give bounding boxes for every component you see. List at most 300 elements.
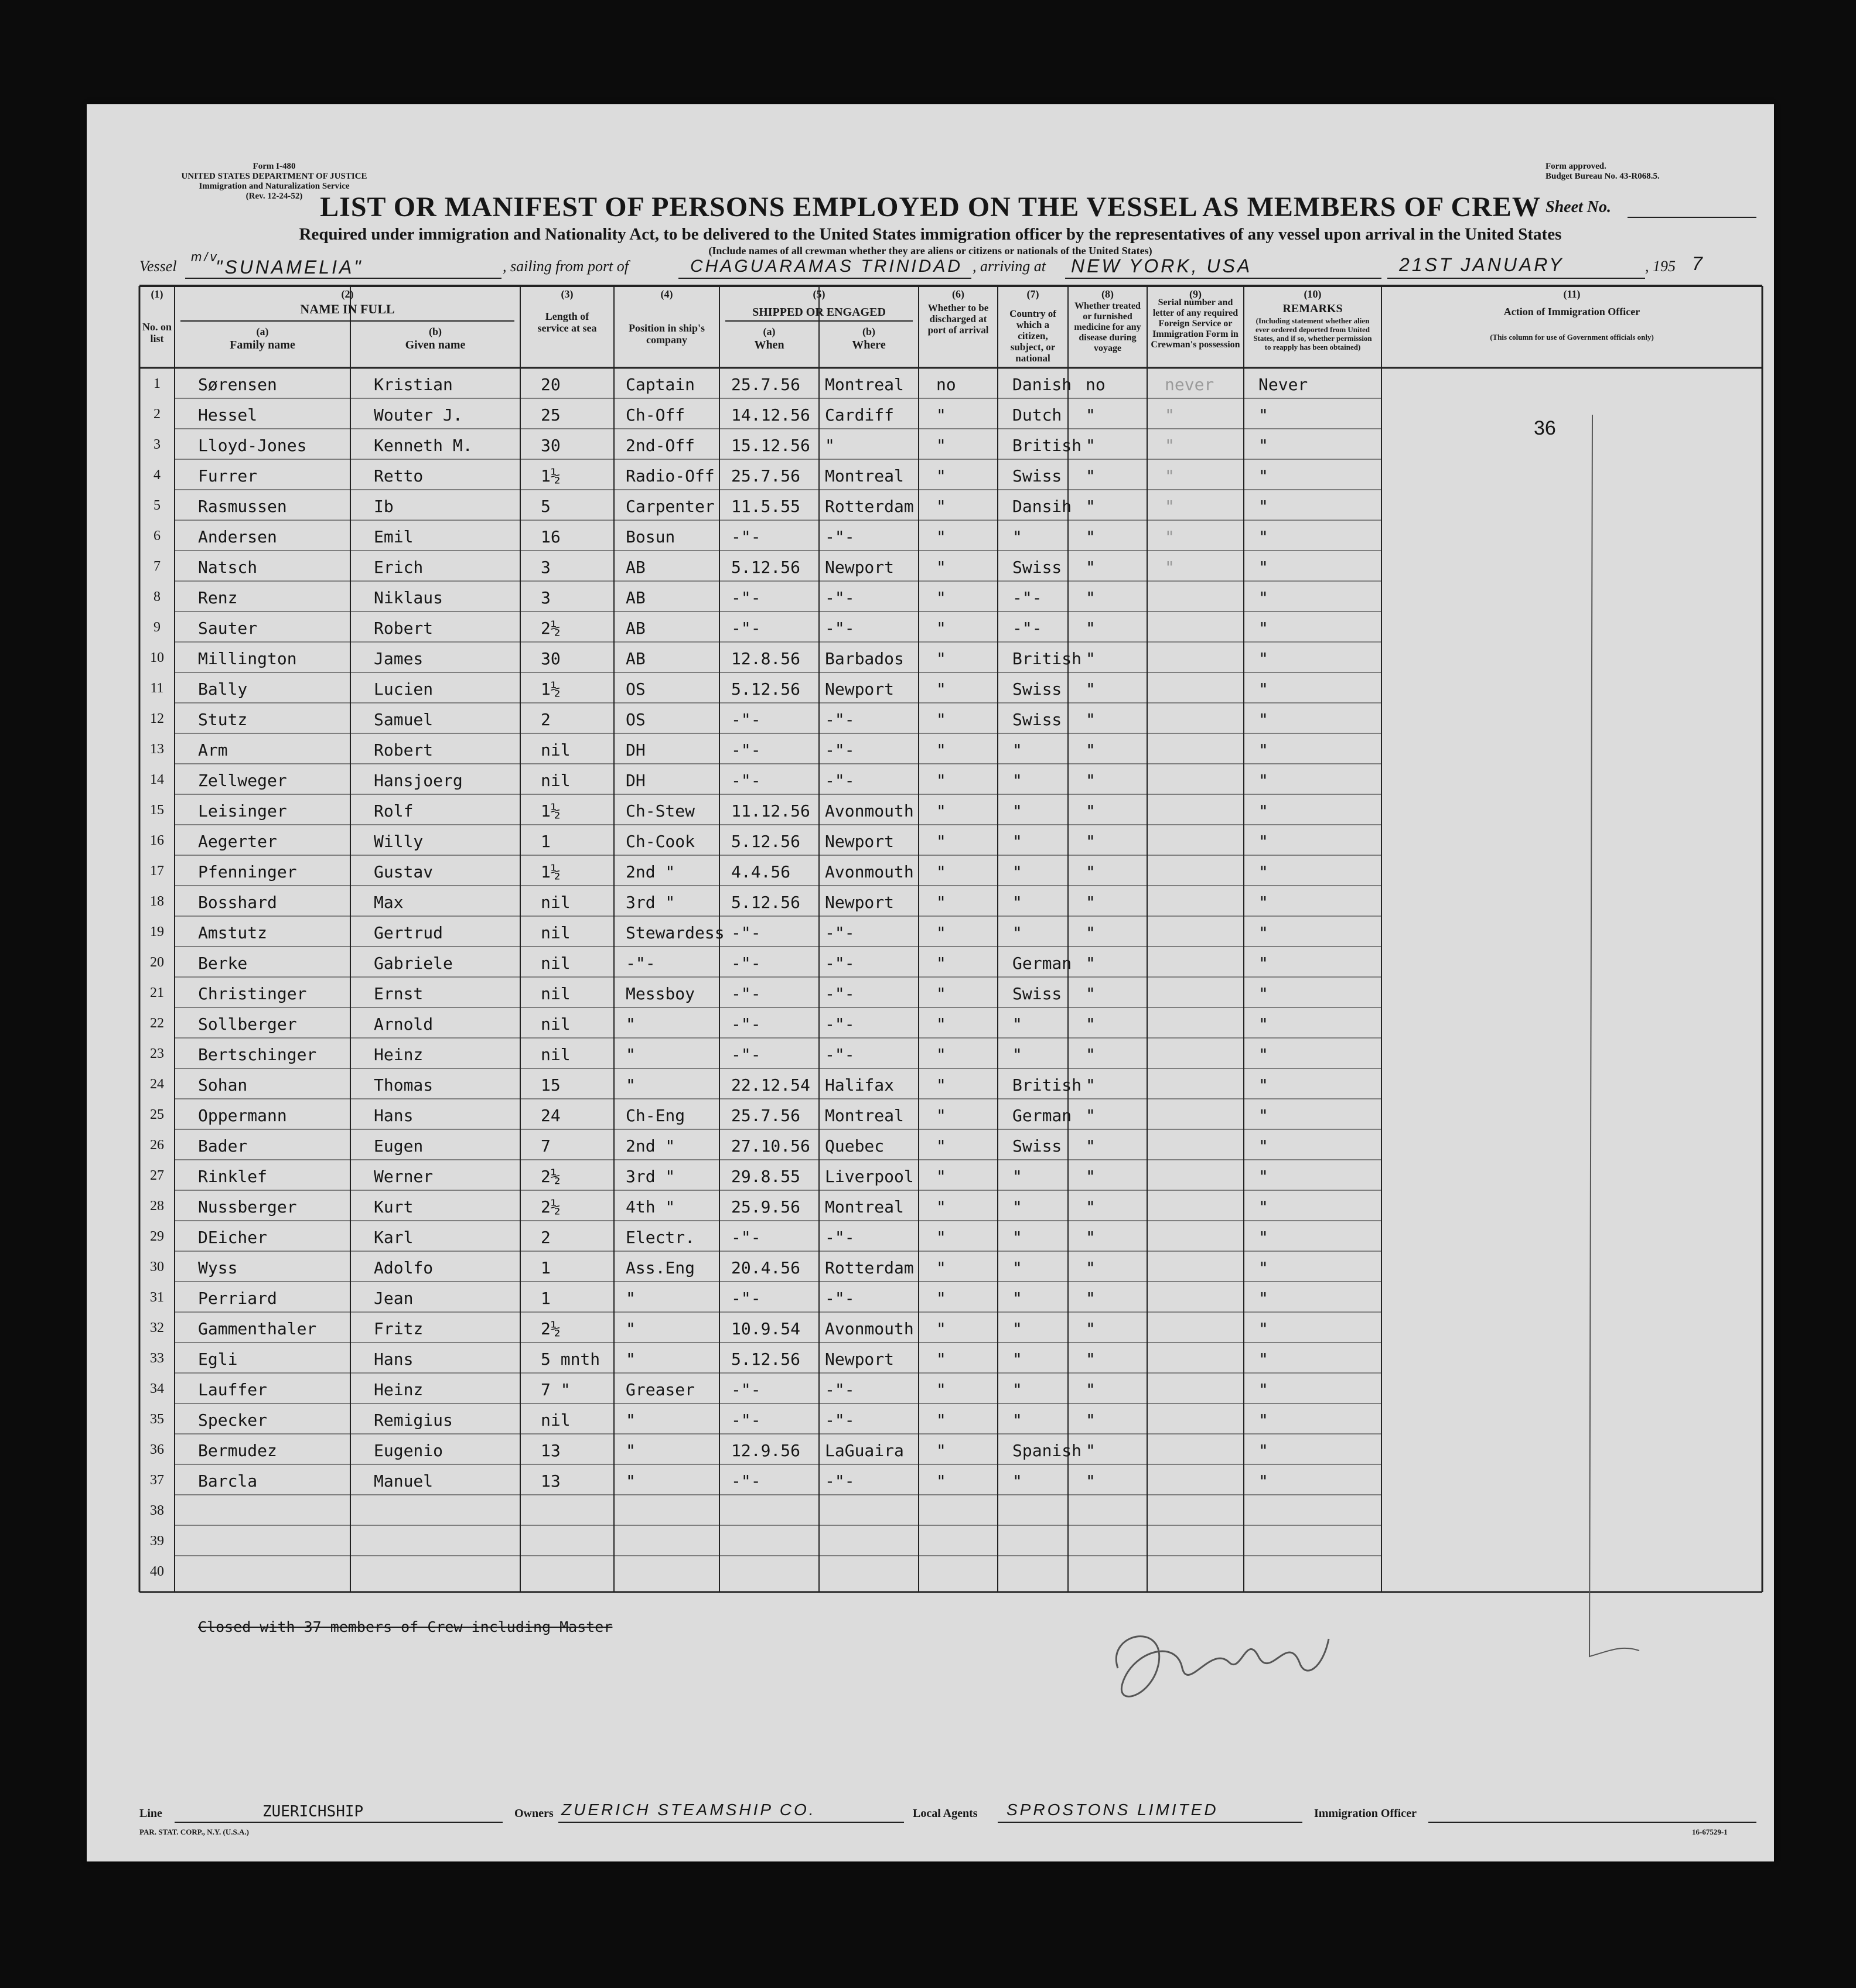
column-2a-label: Family name — [230, 339, 295, 351]
row-number: 21 — [150, 985, 164, 1000]
position: Bosun — [626, 527, 675, 546]
row-number: 37 — [150, 1473, 164, 1488]
shipped-where: -"- — [825, 710, 855, 729]
treated: " — [1086, 1075, 1096, 1095]
service-length: nil — [541, 1410, 571, 1430]
family-name: DEicher — [198, 1228, 268, 1247]
row-number: 30 — [150, 1259, 164, 1275]
column-11-note: (This column for use of Government officials only) — [1490, 333, 1654, 341]
shipped-where: -"- — [825, 1410, 855, 1430]
given-name: Eugenio — [374, 1441, 443, 1460]
row-number: 6 — [153, 528, 161, 544]
discharged: " — [936, 1258, 946, 1277]
family-name: Sollberger — [198, 1015, 297, 1034]
discharged: " — [936, 1167, 946, 1186]
given-name: Robert — [374, 619, 434, 638]
remarks: " — [1258, 1258, 1268, 1277]
service-length: 30 — [541, 649, 561, 668]
position: Greaser — [626, 1380, 695, 1399]
family-name: Oppermann — [198, 1106, 287, 1125]
service-length: nil — [541, 923, 571, 942]
discharged: " — [936, 436, 946, 455]
position: " — [626, 1471, 636, 1491]
treated: no — [1086, 375, 1106, 394]
arriving-port: NEW YORK, USA — [1071, 255, 1253, 276]
serial-number: " — [1165, 466, 1175, 486]
service-length: 20 — [541, 375, 561, 394]
country: " — [1012, 893, 1022, 912]
family-name: Hessel — [198, 405, 258, 425]
shipped-when: 11.12.56 — [731, 801, 810, 821]
shipped-when: -"- — [731, 923, 761, 942]
form-number: Form I-480 — [253, 162, 296, 171]
discharged: " — [936, 649, 946, 668]
row-number: 16 — [150, 833, 164, 848]
family-name: Furrer — [198, 466, 258, 486]
discharged: " — [936, 1380, 946, 1399]
family-name: Stutz — [198, 710, 248, 729]
column-6-number: (6) — [952, 288, 964, 300]
officer-label: Immigration Officer — [1314, 1807, 1417, 1820]
family-name: Natsch — [198, 558, 258, 577]
remarks: " — [1258, 436, 1268, 455]
column-9-label: Serial number and letter of any required Foreign Service or Immigration Form in Crewman's possession — [1151, 298, 1240, 350]
shipped-when: 20.4.56 — [731, 1258, 801, 1277]
column-9-number: (9) — [1189, 288, 1202, 300]
row-number: 28 — [150, 1198, 164, 1214]
shipped-where: Quebec — [825, 1136, 885, 1156]
serial-number: " — [1165, 527, 1175, 546]
pencil-bracket — [1589, 415, 1639, 1656]
remarks: " — [1258, 832, 1268, 851]
shipped-when: -"- — [731, 619, 761, 638]
service-length: 7 " — [541, 1380, 571, 1399]
vessel-prefix: m/v — [191, 250, 219, 264]
treated: " — [1086, 923, 1096, 942]
shipped-where: -"- — [825, 588, 855, 607]
treated: " — [1086, 1380, 1096, 1399]
position: AB — [626, 619, 646, 638]
line-value: ZUERICHSHIP — [262, 1803, 364, 1820]
country: Swiss — [1012, 1136, 1062, 1156]
country: " — [1012, 1167, 1022, 1186]
given-name: Hansjoerg — [374, 771, 463, 790]
treated: " — [1086, 1045, 1096, 1064]
service-length: 2½ — [541, 1167, 561, 1186]
row-number: 9 — [153, 620, 161, 635]
discharged: " — [936, 527, 946, 546]
shipped-where: -"- — [825, 740, 855, 760]
discharged: " — [936, 1106, 946, 1125]
shipped-where: -"- — [825, 527, 855, 546]
row-number: 1 — [153, 376, 161, 391]
given-name: Gertrud — [374, 923, 443, 942]
remarks: " — [1258, 588, 1268, 607]
position: 2nd " — [626, 1136, 675, 1156]
family-name: Bally — [198, 679, 248, 699]
given-name: Remigius — [374, 1410, 453, 1430]
shipped-where: Newport — [825, 893, 895, 912]
given-name: Ernst — [374, 984, 424, 1003]
treated: " — [1086, 1471, 1096, 1491]
family-name: Christinger — [198, 984, 307, 1003]
country: " — [1012, 1350, 1022, 1369]
given-name: Arnold — [374, 1015, 434, 1034]
position: 3rd " — [626, 893, 675, 912]
family-name: Renz — [198, 588, 238, 607]
owners-label: Owners — [514, 1807, 554, 1820]
service-length: nil — [541, 771, 571, 790]
family-name: Amstutz — [198, 923, 268, 942]
row-number: 29 — [150, 1229, 164, 1244]
shipped-where: Newport — [825, 679, 895, 699]
shipped-when: 14.12.56 — [731, 405, 810, 425]
row-number: 25 — [150, 1107, 164, 1122]
discharged: " — [936, 832, 946, 851]
family-name: Pfenninger — [198, 862, 297, 882]
column-5a-letter: (a) — [763, 326, 776, 337]
remarks: " — [1258, 740, 1268, 760]
service-length: 13 — [541, 1441, 561, 1460]
country: " — [1012, 1289, 1022, 1308]
service-length: 1 — [541, 832, 551, 851]
country: " — [1012, 1471, 1022, 1491]
discharged: " — [936, 1471, 946, 1491]
discharged: " — [936, 1350, 946, 1369]
shipped-when: -"- — [731, 771, 761, 790]
form-approved-label: Form approved. — [1545, 162, 1606, 171]
shipped-when: 4.4.56 — [731, 862, 791, 882]
country: " — [1012, 1015, 1022, 1034]
discharged: " — [936, 801, 946, 821]
treated: " — [1086, 740, 1096, 760]
line-field — [175, 1820, 503, 1823]
service-length: 2 — [541, 710, 551, 729]
remarks: " — [1258, 1136, 1268, 1156]
given-name: James — [374, 649, 424, 668]
family-name: Bermudez — [198, 1441, 277, 1460]
discharged: " — [936, 466, 946, 486]
row-number: 17 — [150, 863, 164, 879]
shipped-where: Newport — [825, 558, 895, 577]
discharged: " — [936, 497, 946, 516]
shipped-when: -"- — [731, 1045, 761, 1064]
column-2a-letter: (a) — [256, 326, 269, 337]
treated: " — [1086, 558, 1096, 577]
column-1-number: (1) — [151, 288, 163, 300]
owners-field — [558, 1820, 904, 1823]
country: " — [1012, 1410, 1022, 1430]
country: " — [1012, 1319, 1022, 1338]
column-5b-letter: (b) — [862, 326, 875, 337]
given-name: Rolf — [374, 801, 414, 821]
remarks: " — [1258, 1441, 1268, 1460]
remarks: " — [1258, 527, 1268, 546]
family-name: Aegerter — [198, 832, 277, 851]
country: Swiss — [1012, 984, 1062, 1003]
country: British — [1012, 649, 1082, 668]
shipped-where: -"- — [825, 1228, 855, 1247]
treated: " — [1086, 1350, 1096, 1369]
agents-field — [998, 1820, 1302, 1823]
column-7-label: Country of which a citizen, subject, or national — [1009, 308, 1056, 364]
discharged: " — [936, 679, 946, 699]
remarks: " — [1258, 893, 1268, 912]
treated: " — [1086, 1319, 1096, 1338]
shipped-when: 5.12.56 — [731, 893, 801, 912]
shipped-when: -"- — [731, 954, 761, 973]
column-8-label: Whether treated or furnished medicine for any disease during voyage — [1074, 301, 1141, 353]
shipped-where: -"- — [825, 619, 855, 638]
position: Ass.Eng — [626, 1258, 695, 1277]
shipped-when: -"- — [731, 710, 761, 729]
shipped-when: -"- — [731, 1289, 761, 1308]
service-length: 1 — [541, 1258, 551, 1277]
position: Radio-Off — [626, 466, 715, 486]
remarks: " — [1258, 1410, 1268, 1430]
country: British — [1012, 1075, 1082, 1095]
position: " — [626, 1319, 636, 1338]
service-length: nil — [541, 1015, 571, 1034]
remarks: " — [1258, 1045, 1268, 1064]
shipped-where: Rotterdam — [825, 1258, 914, 1277]
remarks: " — [1258, 801, 1268, 821]
shipped-when: -"- — [731, 740, 761, 760]
remarks: " — [1258, 405, 1268, 425]
discharged: " — [936, 1075, 946, 1095]
row-number: 5 — [153, 498, 161, 513]
service-length: 3 — [541, 558, 551, 577]
column-2-number: (2) — [341, 288, 354, 300]
row-number: 35 — [150, 1412, 164, 1427]
discharged: " — [936, 1136, 946, 1156]
treated: " — [1086, 466, 1096, 486]
shipped-where: Halifax — [825, 1075, 895, 1095]
service-length: 1½ — [541, 679, 561, 699]
given-name: Kurt — [374, 1197, 414, 1217]
sailing-port: CHAGUARAMAS TRINIDAD — [690, 257, 963, 276]
row-number: 20 — [150, 955, 164, 970]
discharged: " — [936, 405, 946, 425]
given-name: Gustav — [374, 862, 434, 882]
column-10-label: REMARKS — [1282, 302, 1343, 315]
treated: " — [1086, 497, 1096, 516]
given-name: Karl — [374, 1228, 414, 1247]
country: Dutch — [1012, 405, 1062, 425]
shipped-where: Barbados — [825, 649, 904, 668]
shipped-when: 29.8.55 — [731, 1167, 801, 1186]
agents-label: Local Agents — [913, 1807, 978, 1820]
country: Danish — [1012, 375, 1072, 394]
shipped-when: 5.12.56 — [731, 1350, 801, 1369]
owners-value: ZUERICH STEAMSHIP CO. — [561, 1801, 816, 1819]
budget-bureau-number: Budget Bureau No. 43-R068.5. — [1545, 172, 1660, 181]
treated: " — [1086, 405, 1096, 425]
row-number: 10 — [150, 650, 164, 665]
shipped-where: Montreal — [825, 1197, 904, 1217]
country: Swiss — [1012, 710, 1062, 729]
position: Carpenter — [626, 497, 715, 516]
family-name: Sørensen — [198, 375, 277, 394]
position: Captain — [626, 375, 695, 394]
shipped-where: LaGuaira — [825, 1441, 904, 1460]
discharged: " — [936, 1319, 946, 1338]
given-name: Samuel — [374, 710, 434, 729]
shipped-where: -"- — [825, 1471, 855, 1491]
discharged: " — [936, 558, 946, 577]
remarks: " — [1258, 466, 1268, 486]
family-name: Nussberger — [198, 1197, 297, 1217]
given-name: Willy — [374, 832, 424, 851]
treated: " — [1086, 436, 1096, 455]
sheet-number-label: Sheet No. — [1545, 198, 1611, 216]
country: British — [1012, 436, 1082, 455]
shipped-where: Montreal — [825, 466, 904, 486]
service-length: 15 — [541, 1075, 561, 1095]
country: " — [1012, 832, 1022, 851]
given-name: Werner — [374, 1167, 434, 1186]
remarks: " — [1258, 649, 1268, 668]
position: Ch-Eng — [626, 1106, 685, 1125]
country: Dansih — [1012, 497, 1072, 516]
row-number: 40 — [150, 1564, 164, 1579]
discharged: " — [936, 1228, 946, 1247]
shipped-when: 27.10.56 — [731, 1136, 810, 1156]
shipped-where: " — [825, 436, 835, 455]
service-length: nil — [541, 1045, 571, 1064]
remarks: " — [1258, 1106, 1268, 1125]
service-length: 5 mnth — [541, 1350, 601, 1369]
treated: " — [1086, 588, 1096, 607]
given-name: Jean — [374, 1289, 414, 1308]
closing-note: Closed with 37 members of Crew including Master — [198, 1618, 613, 1635]
remarks: " — [1258, 771, 1268, 790]
agents-value: SPROSTONS LIMITED — [1007, 1801, 1219, 1819]
service-length: 16 — [541, 527, 561, 546]
service-length: nil — [541, 893, 571, 912]
given-name: Heinz — [374, 1380, 424, 1399]
given-name: Adolfo — [374, 1258, 434, 1277]
column-5-label: SHIPPED OR ENGAGED — [752, 306, 886, 319]
service-length: 30 — [541, 436, 561, 455]
remarks: " — [1258, 710, 1268, 729]
shipped-where: -"- — [825, 923, 855, 942]
treated: " — [1086, 710, 1096, 729]
position: DH — [626, 740, 646, 760]
country: " — [1012, 862, 1022, 882]
row-number: 34 — [150, 1381, 164, 1396]
position: Electr. — [626, 1228, 695, 1247]
column-11-label: Action of Immigration Officer — [1503, 306, 1640, 317]
service-length: 2½ — [541, 1197, 561, 1217]
discharged: " — [936, 1015, 946, 1034]
column-2b-letter: (b) — [429, 326, 442, 337]
remarks: " — [1258, 1228, 1268, 1247]
family-name: Rasmussen — [198, 497, 287, 516]
treated: " — [1086, 1441, 1096, 1460]
row-number: 19 — [150, 924, 164, 940]
handwritten-signature — [1094, 1598, 1340, 1721]
position: AB — [626, 588, 646, 607]
form-revision: (Rev. 12-24-52) — [245, 192, 303, 201]
remarks: " — [1258, 619, 1268, 638]
treated: " — [1086, 832, 1096, 851]
discharged: " — [936, 984, 946, 1003]
shipped-when: 25.7.56 — [731, 375, 801, 394]
remarks: " — [1258, 984, 1268, 1003]
shipped-when: 10.9.54 — [731, 1319, 801, 1338]
shipped-when: -"- — [731, 588, 761, 607]
country: Spanish — [1012, 1441, 1082, 1460]
row-number: 33 — [150, 1351, 164, 1366]
column-10-note: (Including statement whether alien ever ordered deported from United States, and if so, whether permission to reapply has been obtained) — [1253, 316, 1372, 351]
shipped-when: -"- — [731, 1380, 761, 1399]
shipped-where: Liverpool — [825, 1167, 914, 1186]
given-name: Lucien — [374, 679, 434, 699]
position: OS — [626, 710, 646, 729]
shipped-when: 12.9.56 — [731, 1441, 801, 1460]
arrival-date: 21ST JANUARY — [1399, 254, 1564, 275]
shipped-when: 22.12.54 — [731, 1075, 810, 1095]
treated: " — [1086, 1197, 1096, 1217]
discharged: " — [936, 1410, 946, 1430]
country: -"- — [1012, 588, 1042, 607]
column-7-number: (7) — [1026, 288, 1039, 300]
form-department: UNITED STATES DEPARTMENT OF JUSTICE — [181, 172, 367, 181]
officer-field — [1428, 1820, 1756, 1823]
country: " — [1012, 740, 1022, 760]
treated: " — [1086, 862, 1096, 882]
discharged: " — [936, 740, 946, 760]
column-8-number: (8) — [1101, 288, 1114, 300]
position: " — [626, 1289, 636, 1308]
discharged: " — [936, 619, 946, 638]
shipped-where: Rotterdam — [825, 497, 914, 516]
given-name: Niklaus — [374, 588, 443, 607]
family-name: Berke — [198, 954, 248, 973]
column-4-label: Position in ship's company — [628, 322, 705, 346]
remarks: " — [1258, 923, 1268, 942]
shipped-when: 5.12.56 — [731, 832, 801, 851]
treated: " — [1086, 954, 1096, 973]
given-name: Thomas — [374, 1075, 434, 1095]
service-length: 1½ — [541, 801, 561, 821]
country: " — [1012, 1045, 1022, 1064]
country: Swiss — [1012, 679, 1062, 699]
row-number: 39 — [150, 1533, 164, 1549]
family-name: Leisinger — [198, 801, 287, 821]
position: AB — [626, 649, 646, 668]
country: German — [1012, 954, 1072, 973]
shipped-where: -"- — [825, 1289, 855, 1308]
discharged: " — [936, 710, 946, 729]
discharged: " — [936, 954, 946, 973]
shipped-when: -"- — [731, 1471, 761, 1491]
given-name: Hans — [374, 1106, 414, 1125]
given-name: Gabriele — [374, 954, 453, 973]
discharged: " — [936, 1045, 946, 1064]
position: Ch-Cook — [626, 832, 695, 851]
position: " — [626, 1015, 636, 1034]
treated: " — [1086, 893, 1096, 912]
treated: " — [1086, 984, 1096, 1003]
row-number: 4 — [153, 467, 161, 483]
remarks: " — [1258, 862, 1268, 882]
column-2b-label: Given name — [405, 339, 466, 351]
column-1-label: No. on list — [142, 321, 172, 344]
service-length: 24 — [541, 1106, 561, 1125]
position: 4th " — [626, 1197, 675, 1217]
